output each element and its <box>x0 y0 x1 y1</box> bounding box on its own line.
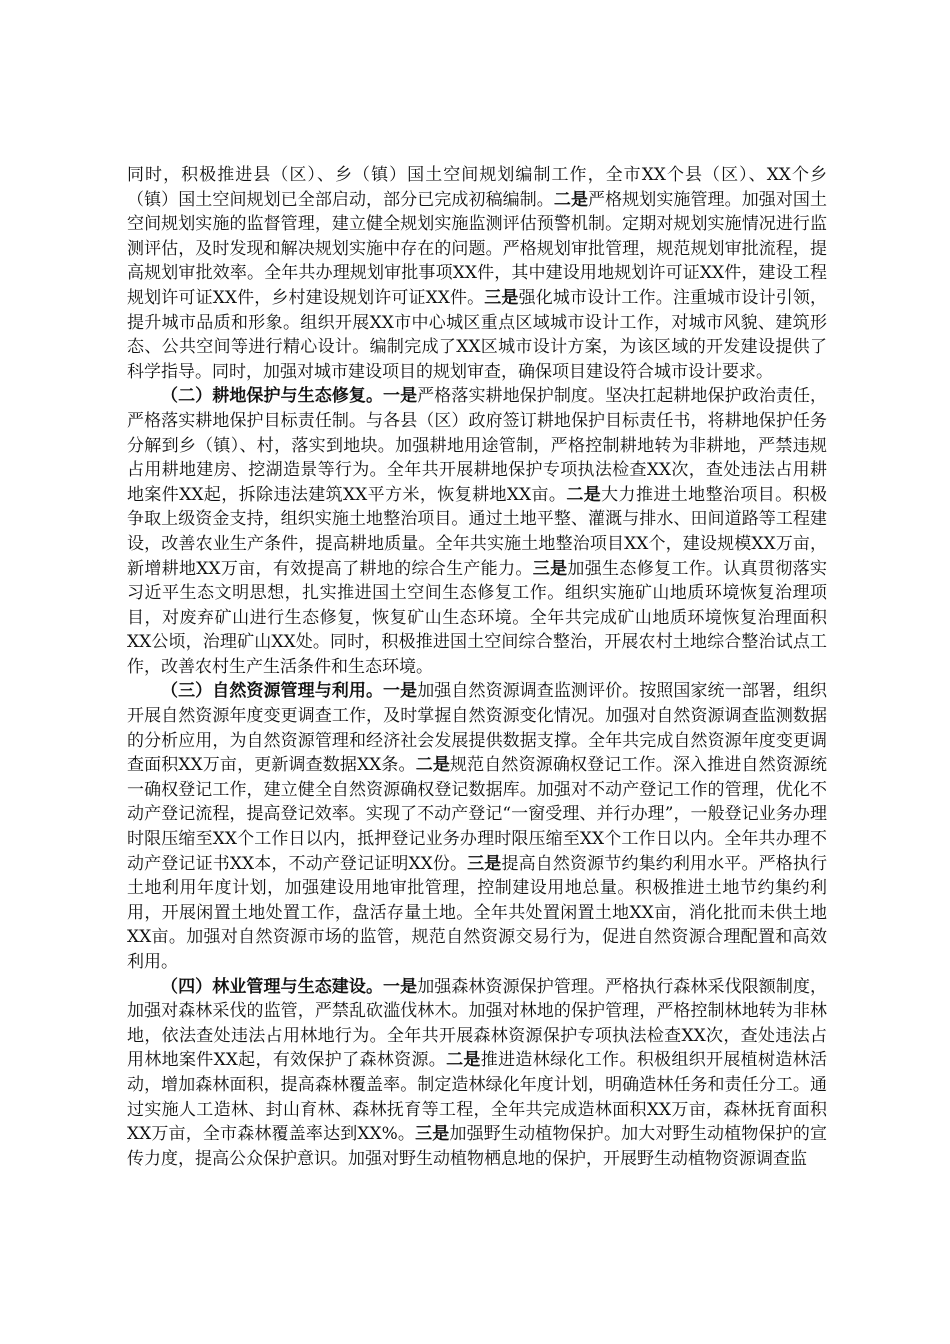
paragraph-forestry <box>127 975 827 1172</box>
emphasis-label: 三是 <box>467 853 502 874</box>
emphasis-label: 一是 <box>383 976 418 997</box>
paragraph-planning-continued <box>127 163 827 384</box>
emphasis-label: 二是 <box>415 755 450 776</box>
emphasis-label: 三是 <box>484 287 519 308</box>
emphasis-label: 二是 <box>566 484 602 505</box>
section-heading: （二）耕地保护与生态修复。 <box>161 386 384 407</box>
text-run: 大力推进土地整治项目。积极争取上级资金支持，组织实施土地整治项目。通过土地平整、灌溉与排水、田间道路等工程建设，改善农业生产条件，提高耕地质量。全年共实施土地整治项目XX个，建设规模XX万亩，新增耕地XX万亩，有效提高了耕地的综合生产能力。 <box>127 484 827 579</box>
emphasis-label: 一是 <box>383 386 418 407</box>
text-run: 同时，积极推进县（区）、乡（镇）国土空间规划编制工作，全市XX个县（区）、XX个乡（镇）国土空间规划已全部启动，部分已完成初稿编制。 <box>127 165 827 210</box>
document-body <box>127 163 827 1171</box>
text-run: 严格落实耕地保护制度。坚决扛起耕地保护政治责任，严格落实耕地保护目标责任制。与各县（区）政府签订耕地保护目标责任书，将耕地保护任务分解到乡（镇）、村，落实到地块。加强耕地用途管制，严格控制耕地转为非耕地，严禁违规占用耕地建房、挖湖造景等行为。全年共开展耕地保护专项执法检查XX次，查处违法占用耕地案件XX起，拆除违法建筑XX平方米，恢复耕地XX亩。 <box>127 386 828 505</box>
text-run: 加强森林资源保护管理。严格执行森林采伐限额制度，加强对森林采伐的监管，严禁乱砍滥伐林木。加强对林地的保护管理，严格控制林地转为非林地，依法查处违法占用林地行为。全年共开展森林资源保护专项执法检查XX次，查处违法占用林地案件XX起，有效保护了森林资源。 <box>127 976 828 1071</box>
text-run: 加强自然资源调查监测评价。按照国家统一部署，组织开展自然资源年度变更调查工作，及时掌握自然资源变化情况。加强对自然资源调查监测数据的分析应用，为自然资源管理和经济社会发展提供数据支撑。全年共完成自然资源年度变更调查面积XX万亩，更新调查数据XX条。 <box>127 681 828 776</box>
section-heading: （四）林业管理与生态建设。 <box>161 976 384 997</box>
text-run: 提高自然资源节约集约利用水平。严格执行土地利用年度计划，加强建设用地审批管理，控制建设用地总量。积极推进土地节约集约利用，开展闲置土地处置工作，盘活存量土地。全年共处置闲置土地XX亩，消化批而未供土地XX亩。加强对自然资源市场的监管，规范自然资源交易行为，促进自然资源合理配置和高效利用。 <box>127 853 828 972</box>
text-run: 推进造林绿化工作。积极组织开展植树造林活动，增加森林面积，提高森林覆盖率。制定造林绿化年度计划，明确造林任务和责任分工。通过实施人工造林、封山育林、森林抚育等工程，全年共完成造林面积XX万亩，森林抚育面积XX万亩，全市森林覆盖率达到XX%。 <box>127 1050 827 1145</box>
emphasis-label: 三是 <box>532 558 568 579</box>
text-run: 严格规划实施管理。加强对国土空间规划实施的监督管理，建立健全规划实施监测评估预警机制。定期对规划实施情况进行监测评估，及时发现和解决规划实施中存在的问题。严格规划审批管理，规范规划审批流程，提高规划审批效率。全年共办理规划审批事项XX件，其中建设用地规划许可证XX件，建设工程规划许可证XX件，乡村建设规划许可证XX件。 <box>127 189 828 308</box>
emphasis-label: 二是 <box>553 189 589 210</box>
text-run: 强化城市设计工作。注重城市设计引领，提升城市品质和形象。组织开展XX市中心城区重点区域城市设计工作，对城市风貌、建筑形态、公共空间等进行精心设计。编制完成了XX区城市设计方案，为该区域的开发建设提供了科学指导。同时，加强对城市建设项目的规划审查，确保项目建设符合城市设计要求。 <box>127 287 828 382</box>
section-heading: （三）自然资源管理与利用。 <box>161 681 384 702</box>
text-run: 规范自然资源确权登记工作。深入推进自然资源统一确权登记工作，建立健全自然资源确权登记数据库。加强对不动产登记工作的管理，优化不动产登记流程，提高登记效率。实现了不动产登记“一窗受理、并行办理”，一般登记业务办理时限压缩至XX个工作日以内，抵押登记业务办理时限压缩至XX个工作日以内。全年共办理不动产登记证书XX本，不动产登记证明XX份。 <box>127 755 828 874</box>
emphasis-label: 三是 <box>415 1124 450 1145</box>
paragraph-farmland-protection <box>127 384 827 679</box>
paragraph-natural-resources <box>127 679 827 974</box>
emphasis-label: 一是 <box>383 681 418 702</box>
text-run: 加强野生动植物保护。加大对野生动植物保护的宣传力度，提高公众保护意识。加强对野生动植物栖息地的保护，开展野生动植物资源调查监 <box>127 1124 828 1169</box>
emphasis-label: 二是 <box>446 1050 481 1071</box>
text-run: 加强生态修复工作。认真贯彻落实习近平生态文明思想，扎实推进国土空间生态修复工作。组织实施矿山地质环境恢复治理项目，对废弃矿山进行生态修复，恢复矿山生态环境。全年共完成矿山地质环境恢复治理面积XX公顷，治理矿山XX处。同时，积极推进国土空间综合整治，开展农村土地综合整治试点工作，改善农村生产生活条件和生态环境。 <box>127 558 827 677</box>
